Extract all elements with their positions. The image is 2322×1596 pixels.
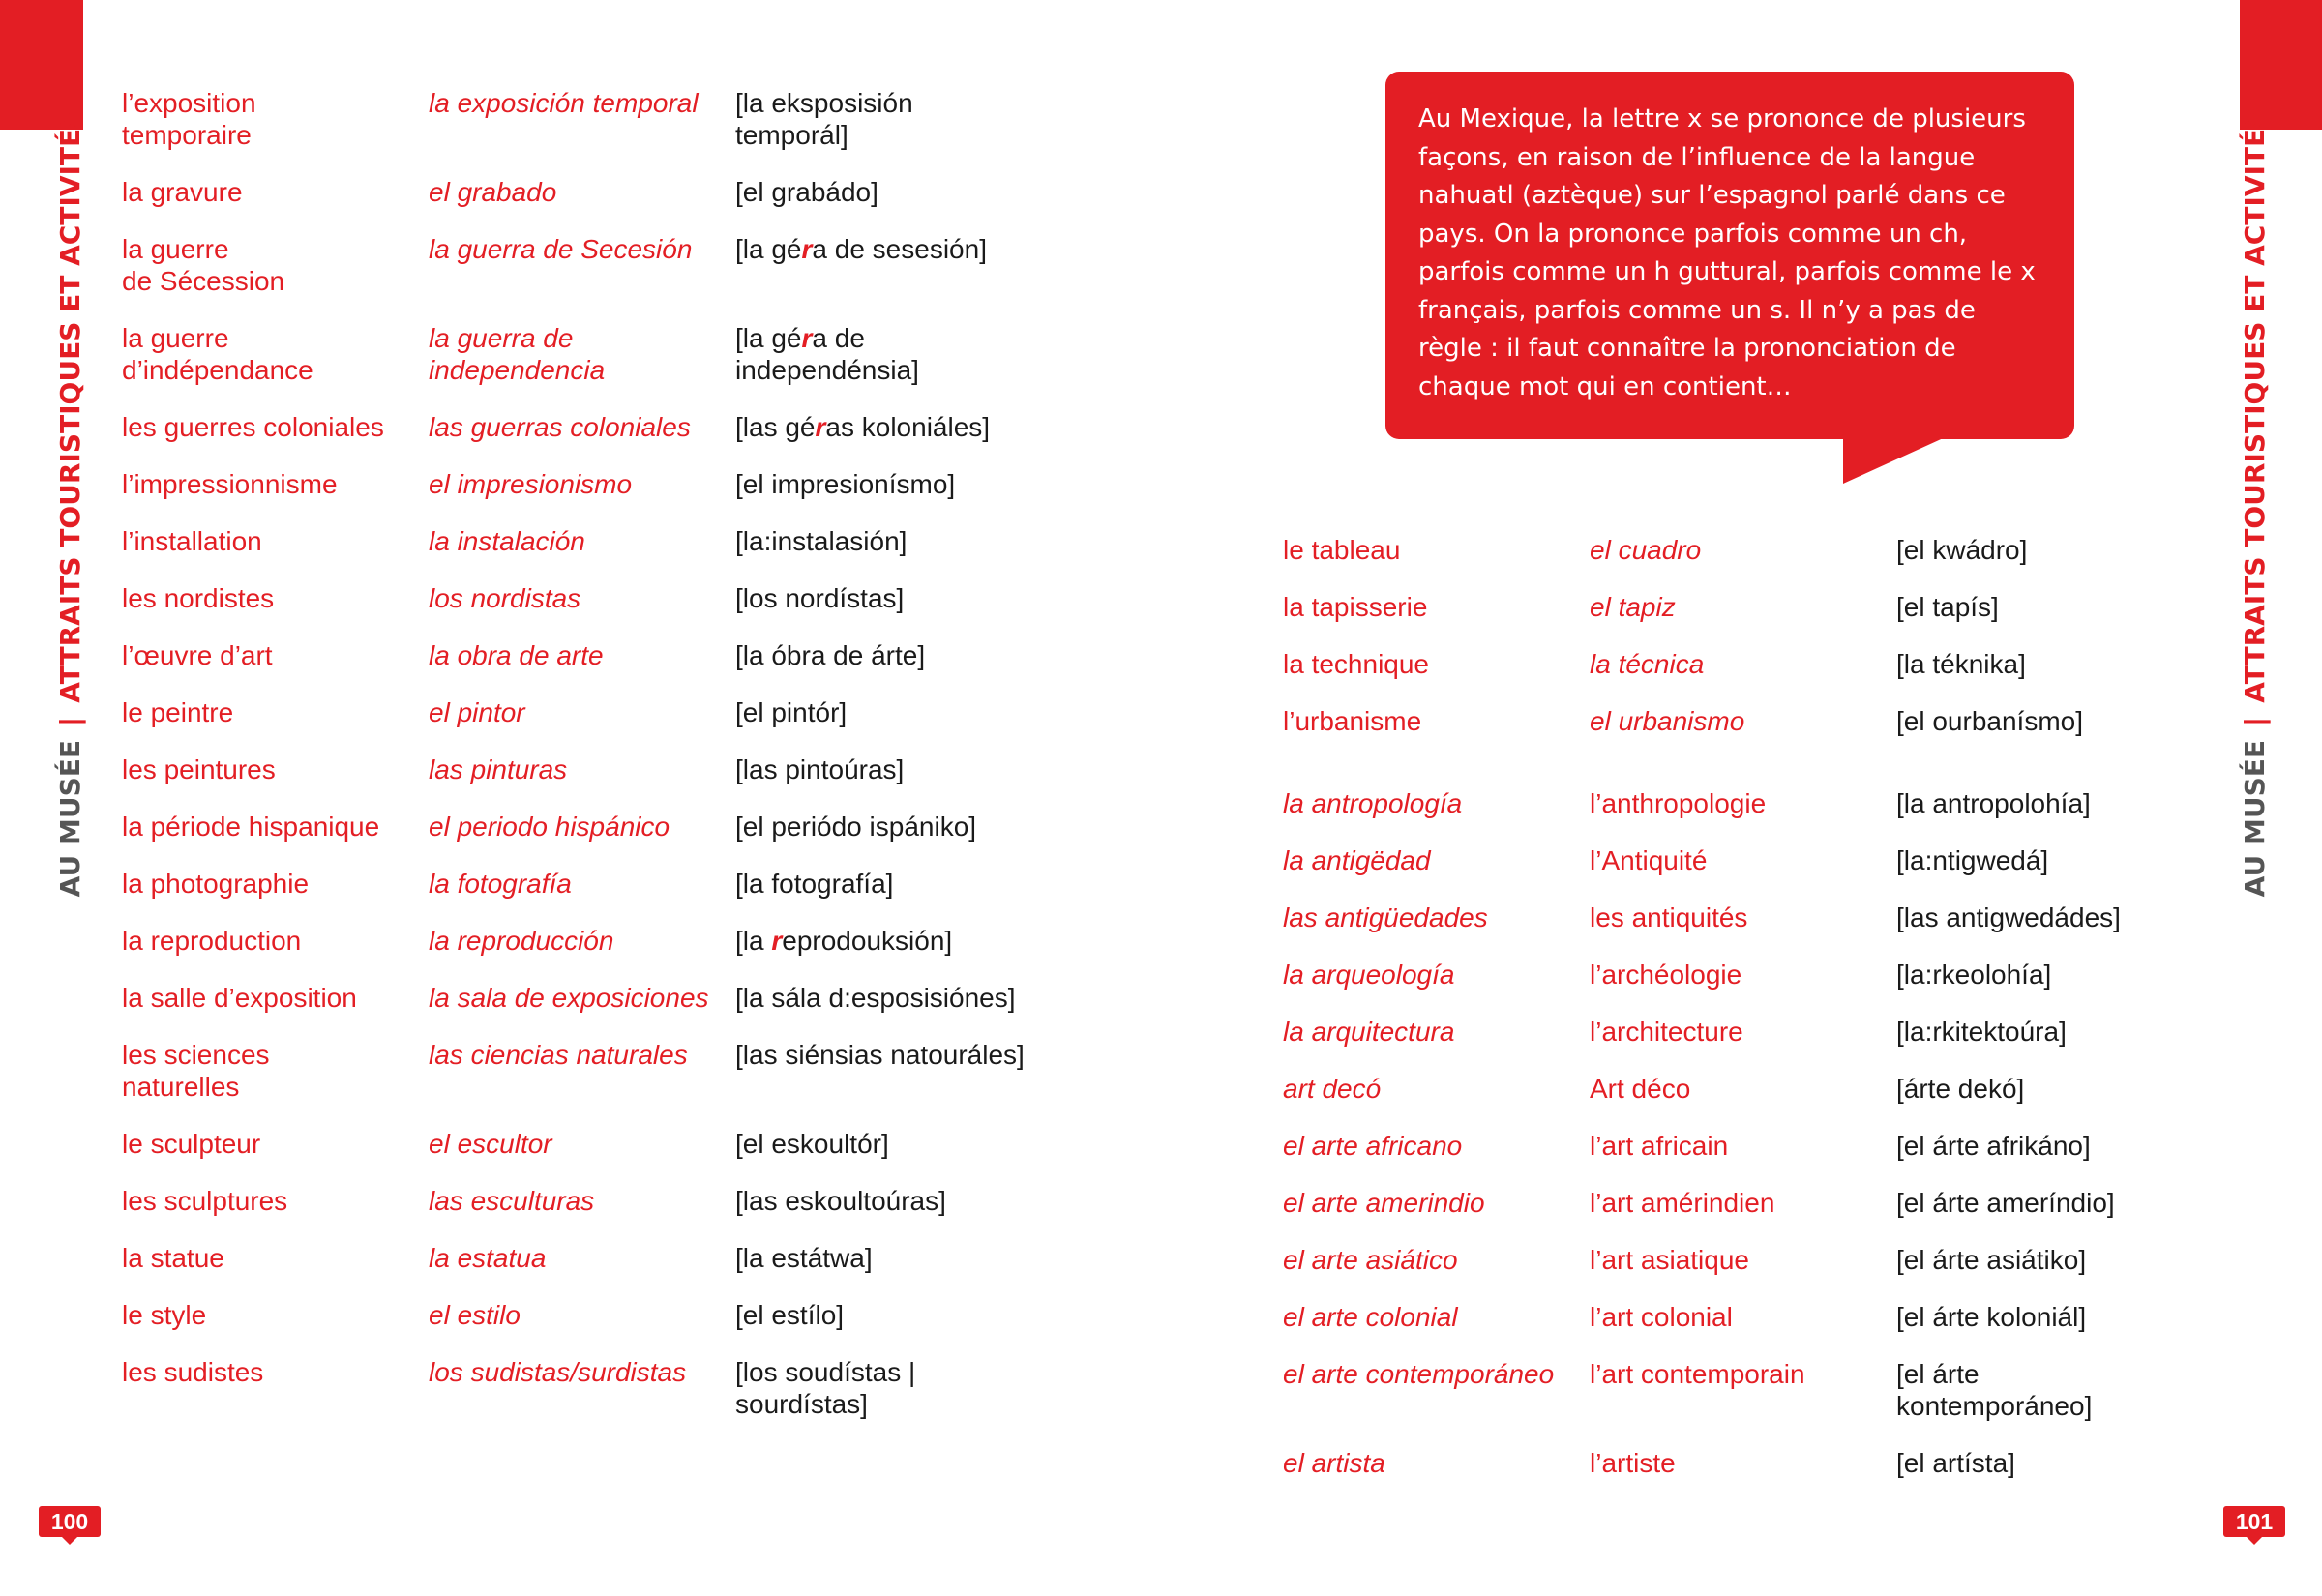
french-term: l’art contemporain	[1590, 1359, 1805, 1389]
spanish-term: el arte contemporáneo	[1283, 1359, 1555, 1389]
vocab-row	[122, 696, 1055, 728]
vocab-row	[122, 1356, 1055, 1420]
pronunciation	[735, 982, 1055, 1014]
pronunciation-part: as koloniáles]	[825, 412, 991, 442]
vocab-row	[122, 322, 1055, 386]
pronunciation	[735, 468, 1055, 500]
pronunciation-part: [la eksposisión temporál]	[735, 88, 913, 150]
pronunciation-part: [el impresionísmo]	[735, 469, 956, 499]
pronunciation	[735, 811, 1055, 842]
french-term: les sculptures	[122, 1186, 288, 1216]
spanish-term: la guerra de independencia	[429, 323, 606, 385]
vocab-row	[1283, 1244, 2216, 1276]
pronunciation	[735, 925, 1055, 957]
vocab-row	[1283, 1447, 2216, 1479]
french-term: l’œuvre d’art	[122, 640, 273, 670]
spanish-term: las pinturas	[429, 754, 568, 784]
vocab-row	[1283, 534, 2216, 566]
spanish-term: las esculturas	[429, 1186, 595, 1216]
vocab-row	[122, 868, 1055, 900]
section-label: AU MUSÉE	[54, 740, 86, 898]
pronunciation: [el tapís]	[1896, 592, 1999, 622]
spanish-term: el arte asiático	[1283, 1245, 1458, 1275]
pronunciation-part: [el periódo ispániko]	[735, 812, 977, 842]
pronunciation	[735, 322, 1055, 386]
pronunciation	[735, 696, 1055, 728]
pronunciation	[735, 1242, 1055, 1274]
spanish-term: el grabado	[429, 177, 557, 207]
french-term: le tableau	[1283, 535, 1401, 565]
french-term: la période hispanique	[122, 812, 380, 842]
left-side-label	[51, 68, 90, 938]
french-term: l’art amérindien	[1590, 1188, 1775, 1218]
pronunciation	[735, 1299, 1055, 1331]
french-term: l’impressionnisme	[122, 469, 338, 499]
pronunciation	[735, 582, 1055, 614]
pronunciation	[735, 1356, 1055, 1420]
pronunciation-part: [el eskoultór]	[735, 1129, 889, 1159]
spanish-term: el urbanismo	[1590, 706, 1745, 736]
vocab-row	[122, 1242, 1055, 1274]
vocab-row	[122, 525, 1055, 557]
pronunciation-part: a de sesesión]	[812, 234, 987, 264]
pronunciation-part: [la	[735, 926, 772, 956]
pronunciation: [el árte koloniál]	[1896, 1302, 2087, 1332]
spanish-term: la arquitectura	[1283, 1017, 1455, 1047]
vocab-row	[1283, 1358, 2216, 1422]
french-term: les sciences naturelles	[122, 1040, 270, 1102]
spanish-term: la guerra de Secesión	[429, 234, 693, 264]
spanish-term: las guerras coloniales	[429, 412, 691, 442]
pronunciation	[735, 411, 1055, 443]
spanish-term: el periodo hispánico	[429, 812, 670, 842]
pronunciation: [la:rkitektoúra]	[1896, 1017, 2067, 1047]
vocab-row	[122, 754, 1055, 785]
vocab-row	[1283, 1016, 2216, 1048]
callout-text: Au Mexique, la lettre x se prononce de plusieurs façons, en raison de l’influence de la langue nahuatl (aztèque) sur l’espagnol parlé dans ce pays. On la prononce parfois comme un ch, parfois comme un h guttural, parfois comme le x français, parfois comme un s. Il n’y a pas de règle : il faut connaître la prononciation de chaque mot qui en contient…	[1418, 104, 2036, 401]
pronunciation: [las antigwedádes]	[1896, 902, 2121, 932]
french-term: l’Antiquité	[1590, 845, 1708, 875]
pronunciation: [la téknika]	[1896, 649, 2026, 679]
pronunciation	[735, 1128, 1055, 1160]
spanish-term: los nordistas	[429, 583, 581, 613]
vocab-row	[1283, 787, 2216, 819]
right-vocabulary-list-es-fr	[1283, 787, 2216, 1479]
pronunciation-part: [las gé	[735, 412, 816, 442]
vocab-row	[122, 468, 1055, 500]
french-term: l’anthropologie	[1590, 788, 1767, 818]
pronunciation-callout	[1385, 72, 2074, 439]
french-term: la guerre d’indépendance	[122, 323, 313, 385]
spanish-term: el estilo	[429, 1300, 521, 1330]
vocab-row	[1283, 901, 2216, 933]
pronunciation	[735, 176, 1055, 208]
vocab-row	[1283, 705, 2216, 737]
pronunciation-part: [la:instalasión]	[735, 526, 908, 556]
french-term: le sculpteur	[122, 1129, 261, 1159]
spanish-term: la antropología	[1283, 788, 1463, 818]
french-term: la salle d’exposition	[122, 983, 357, 1013]
pronunciation-part: [la estátwa]	[735, 1243, 873, 1273]
page-number-left: 100	[39, 1506, 101, 1537]
spanish-term: art decó	[1283, 1074, 1382, 1104]
french-term: les peintures	[122, 754, 276, 784]
pronunciation	[735, 1185, 1055, 1217]
pronunciation: [el artísta]	[1896, 1448, 2015, 1478]
pronunciation: [la:ntigwedá]	[1896, 845, 2049, 875]
pronunciation: [el árte ameríndio]	[1896, 1188, 2115, 1218]
pronunciation	[735, 233, 1055, 297]
vocab-row	[122, 1039, 1055, 1103]
french-term: les guerres coloniales	[122, 412, 384, 442]
spanish-term: la sala de exposiciones	[429, 983, 709, 1013]
french-term: l’artiste	[1590, 1448, 1676, 1478]
spanish-term: las ciencias naturales	[429, 1040, 688, 1070]
french-term: l’art asiatique	[1590, 1245, 1749, 1275]
pronunciation-part: eprodouksión]	[782, 926, 953, 956]
spanish-term: la arqueología	[1283, 960, 1455, 990]
pronunciation	[735, 868, 1055, 900]
pronunciation: [el ourbanísmo]	[1896, 706, 2083, 736]
spanish-term: la antigëdad	[1283, 845, 1431, 875]
french-term: la statue	[122, 1243, 224, 1273]
vocab-row	[1283, 648, 2216, 680]
left-vocabulary-list	[122, 87, 1055, 1420]
pronunciation	[735, 639, 1055, 671]
spanish-term: la obra de arte	[429, 640, 604, 670]
pronunciation	[735, 525, 1055, 557]
vocab-row	[122, 176, 1055, 208]
chapter-label: ATTRAITS TOURISTIQUES ET ACTIVITÉS	[54, 108, 86, 703]
pronunciation-part: [la fotografía]	[735, 869, 894, 899]
pronunciation-part: [la sála d:esposisiónes]	[735, 983, 1016, 1013]
vocab-row	[122, 411, 1055, 443]
french-term: l’urbanisme	[1283, 706, 1422, 736]
pronunciation: [el árte kontemporáneo]	[1896, 1359, 2093, 1421]
spanish-term: la reproducción	[429, 926, 614, 956]
french-term: l’art colonial	[1590, 1302, 1733, 1332]
pronunciation-part: a de independénsia]	[735, 323, 919, 385]
french-term: l’installation	[122, 526, 262, 556]
right-side-label	[2236, 68, 2275, 938]
french-term: l’architecture	[1590, 1017, 1743, 1047]
french-term: les sudistes	[122, 1357, 264, 1387]
vocab-row	[122, 233, 1055, 297]
pronunciation-part: [la gé	[735, 234, 802, 264]
spanish-term: las antigüedades	[1283, 902, 1488, 932]
vocab-row	[1283, 844, 2216, 876]
pronunciation: [la antropolohía]	[1896, 788, 2091, 818]
stressed-letter: r	[801, 323, 813, 353]
vocab-row	[122, 1185, 1055, 1217]
french-term: l’archéologie	[1590, 960, 1742, 990]
spanish-term: el tapiz	[1590, 592, 1676, 622]
vocab-row	[1283, 959, 2216, 990]
pronunciation	[735, 754, 1055, 785]
french-term: la tapisserie	[1283, 592, 1428, 622]
section-label: AU MUSÉE	[2239, 740, 2271, 898]
pronunciation-part: [los nordístas]	[735, 583, 905, 613]
pronunciation: [la:rkeolohía]	[1896, 960, 2052, 990]
spanish-term: la fotografía	[429, 869, 572, 899]
vocab-row	[1283, 1187, 2216, 1219]
vocab-row	[122, 582, 1055, 614]
french-term: le peintre	[122, 697, 234, 727]
spanish-term: el escultor	[429, 1129, 552, 1159]
spanish-term: el impresionismo	[429, 469, 633, 499]
spanish-term: el arte africano	[1283, 1131, 1463, 1161]
french-term: le style	[122, 1300, 207, 1330]
french-term: les antiquités	[1590, 902, 1748, 932]
callout-tail	[1843, 435, 1950, 486]
pronunciation	[735, 87, 1055, 151]
vocab-row	[122, 982, 1055, 1014]
spanish-term: el arte amerindio	[1283, 1188, 1485, 1218]
right-vocabulary-list-fr-es	[1283, 534, 2216, 737]
pronunciation-part: [las pintoúras]	[735, 754, 905, 784]
french-term: Art déco	[1590, 1074, 1691, 1104]
spanish-term: el artista	[1283, 1448, 1385, 1478]
pronunciation	[735, 1039, 1055, 1103]
vocab-row	[1283, 1073, 2216, 1105]
french-term: l’exposition temporaire	[122, 88, 256, 150]
pronunciation: [el árte asiátiko]	[1896, 1245, 2087, 1275]
spanish-term: el pintor	[429, 697, 525, 727]
spanish-term: la exposición temporal	[429, 88, 699, 118]
vocab-row	[1283, 1130, 2216, 1162]
french-term: la technique	[1283, 649, 1430, 679]
page-number-right: 101	[2223, 1506, 2285, 1537]
label-separator: |	[2239, 716, 2271, 726]
pronunciation-part: [la óbra de árte]	[735, 640, 926, 670]
pronunciation-part: [la gé	[735, 323, 802, 353]
vocab-row	[122, 925, 1055, 957]
spanish-term: la instalación	[429, 526, 585, 556]
french-term: la guerre de Sécession	[122, 234, 285, 296]
french-term: l’art africain	[1590, 1131, 1729, 1161]
stressed-letter: r	[815, 412, 826, 442]
pronunciation-part: [los soudístas | sourdístas]	[735, 1357, 916, 1419]
pronunciation: [árte dekó]	[1896, 1074, 2025, 1104]
vocab-row	[122, 1128, 1055, 1160]
vocab-row	[1283, 1301, 2216, 1333]
stressed-letter: r	[771, 926, 783, 956]
stressed-letter: r	[801, 234, 813, 264]
vocab-row	[1283, 591, 2216, 623]
label-separator: |	[54, 716, 86, 726]
french-term: la gravure	[122, 177, 243, 207]
spanish-term: el cuadro	[1590, 535, 1702, 565]
vocab-row	[122, 639, 1055, 671]
spanish-term: la estatua	[429, 1243, 547, 1273]
french-term: la photographie	[122, 869, 310, 899]
vocab-row	[122, 811, 1055, 842]
french-term: les nordistes	[122, 583, 275, 613]
chapter-label: ATTRAITS TOURISTIQUES ET ACTIVITÉS	[2239, 108, 2271, 703]
pronunciation-part: [el estílo]	[735, 1300, 845, 1330]
spanish-term: la técnica	[1590, 649, 1705, 679]
pronunciation: [el árte afrikáno]	[1896, 1131, 2091, 1161]
vocab-row	[122, 1299, 1055, 1331]
spanish-term: el arte colonial	[1283, 1302, 1458, 1332]
pronunciation-part: [las eskoultoúras]	[735, 1186, 946, 1216]
vocab-row	[122, 87, 1055, 151]
spanish-term: los sudistas/surdistas	[429, 1357, 687, 1387]
pronunciation-part: [el grabádo]	[735, 177, 878, 207]
pronunciation-part: [las siénsias natouráles]	[735, 1040, 1025, 1070]
pronunciation-part: [el pintór]	[735, 697, 848, 727]
pronunciation: [el kwádro]	[1896, 535, 2028, 565]
french-term: la reproduction	[122, 926, 302, 956]
